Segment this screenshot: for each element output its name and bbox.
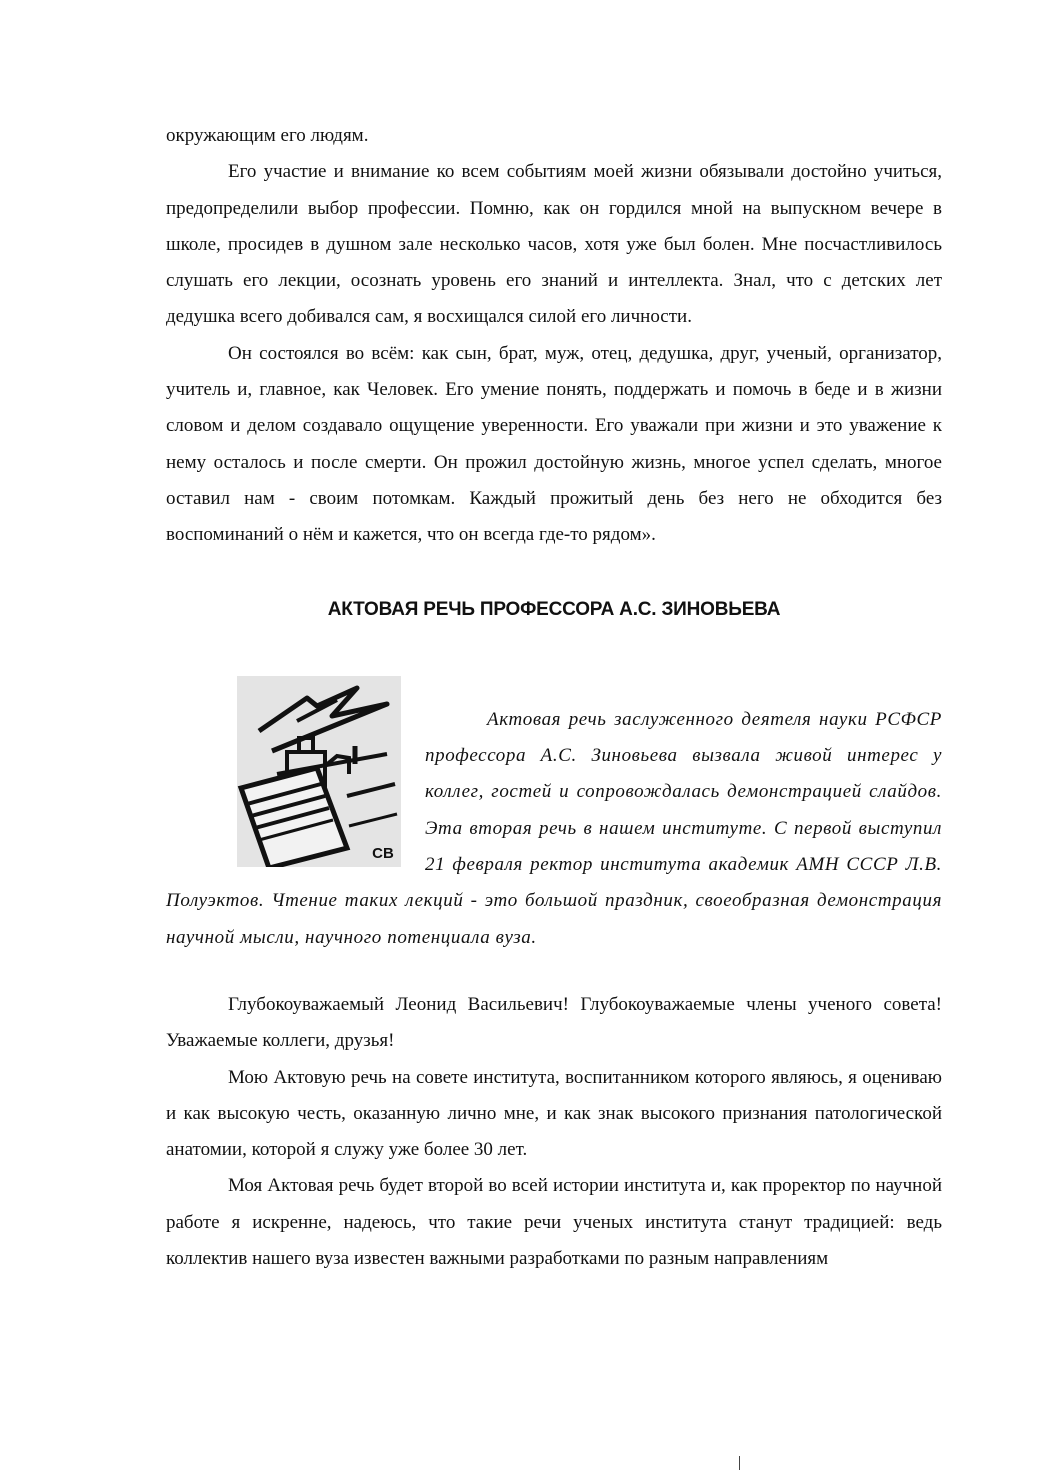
paragraph-continuation: окружающим его людям. <box>166 125 369 146</box>
intro-italic-text: Актовая речь заслуженного деятеля науки РСФСР профессора А.С. Зиновьева вызвала живой интерес у коллег, гостей и сопровождалась демонстрацией слайдов. Эта вторая речь в нашем институте. С первой выступил 21 февраля ректор института академик АМН СССР Л.В. Полуэктов. Чтение таких лекций - это большой праздник, своеобразная демонстрация научной мысли, научного потенциала вуза. <box>166 708 942 948</box>
document-page <box>166 118 942 1277</box>
books-building-illustration-icon <box>237 676 401 867</box>
speech-paragraph-tradition: Моя Актовая речь будет второй во всей истории института и, как проректор по научной работе я искренне, надеюсь, что такие речи ученых института станут традицией: ведь коллектив нашего вуза известен важными разработками по разным направлениям <box>166 1175 942 1270</box>
page-marker <box>739 1456 740 1470</box>
intro-block <box>166 676 942 956</box>
speech-paragraph-honor: Мою Актовую речь на совете института, воспитанником которого являюсь, я оцениваю и как высокую честь, оказанную лично мне, и как знак высокого признания патологической анатомии, которой я служу уже более 30 лет. <box>166 1066 942 1161</box>
speech-section <box>166 987 942 1277</box>
paragraph-grandfather-influence: Его участие и внимание ко всем событиям моей жизни обязывали достойно учиться, предопределили выбор профессии. Помню, как он гордился мной на выпускном вечере в школе, просидев в душном зале несколько часов, хотя уже был болен. Мне посчастливилось слушать его лекции, осознать уровень его знаний и интеллекта. Знал, что с детских лет дедушка всего добивался сам, я восхищался силой его личности. <box>166 161 942 328</box>
section-heading: АКТОВАЯ РЕЧЬ ПРОФЕССОРА А.С. ЗИНОВЬЕВА <box>327 598 781 620</box>
paragraph-grandfather-life: Он состоялся во всём: как сын, брат, муж, отец, дедушка, друг, ученый, организатор, учитель и, главное, как Человек. Его умение понять, поддержать и помочь в беде и в жизни словом и делом создавало ощущение уверенности. Его уважали при жизни и это уважение к нему осталось и после смерти. Он прожил достойную жизнь, многое успел сделать, многое оставил нам - своим потомкам. Каждый прожитый день без него не обходится без воспоминаний о нём и кажется, что он всегда где-то рядом». <box>166 342 942 546</box>
speech-greeting: Глубокоуважаемый Леонид Васильевич! Глубокоуважаемые члены ученого совета! Уважаемые коллеги, друзья! <box>166 993 942 1052</box>
monogram-text: СВ <box>372 844 394 862</box>
